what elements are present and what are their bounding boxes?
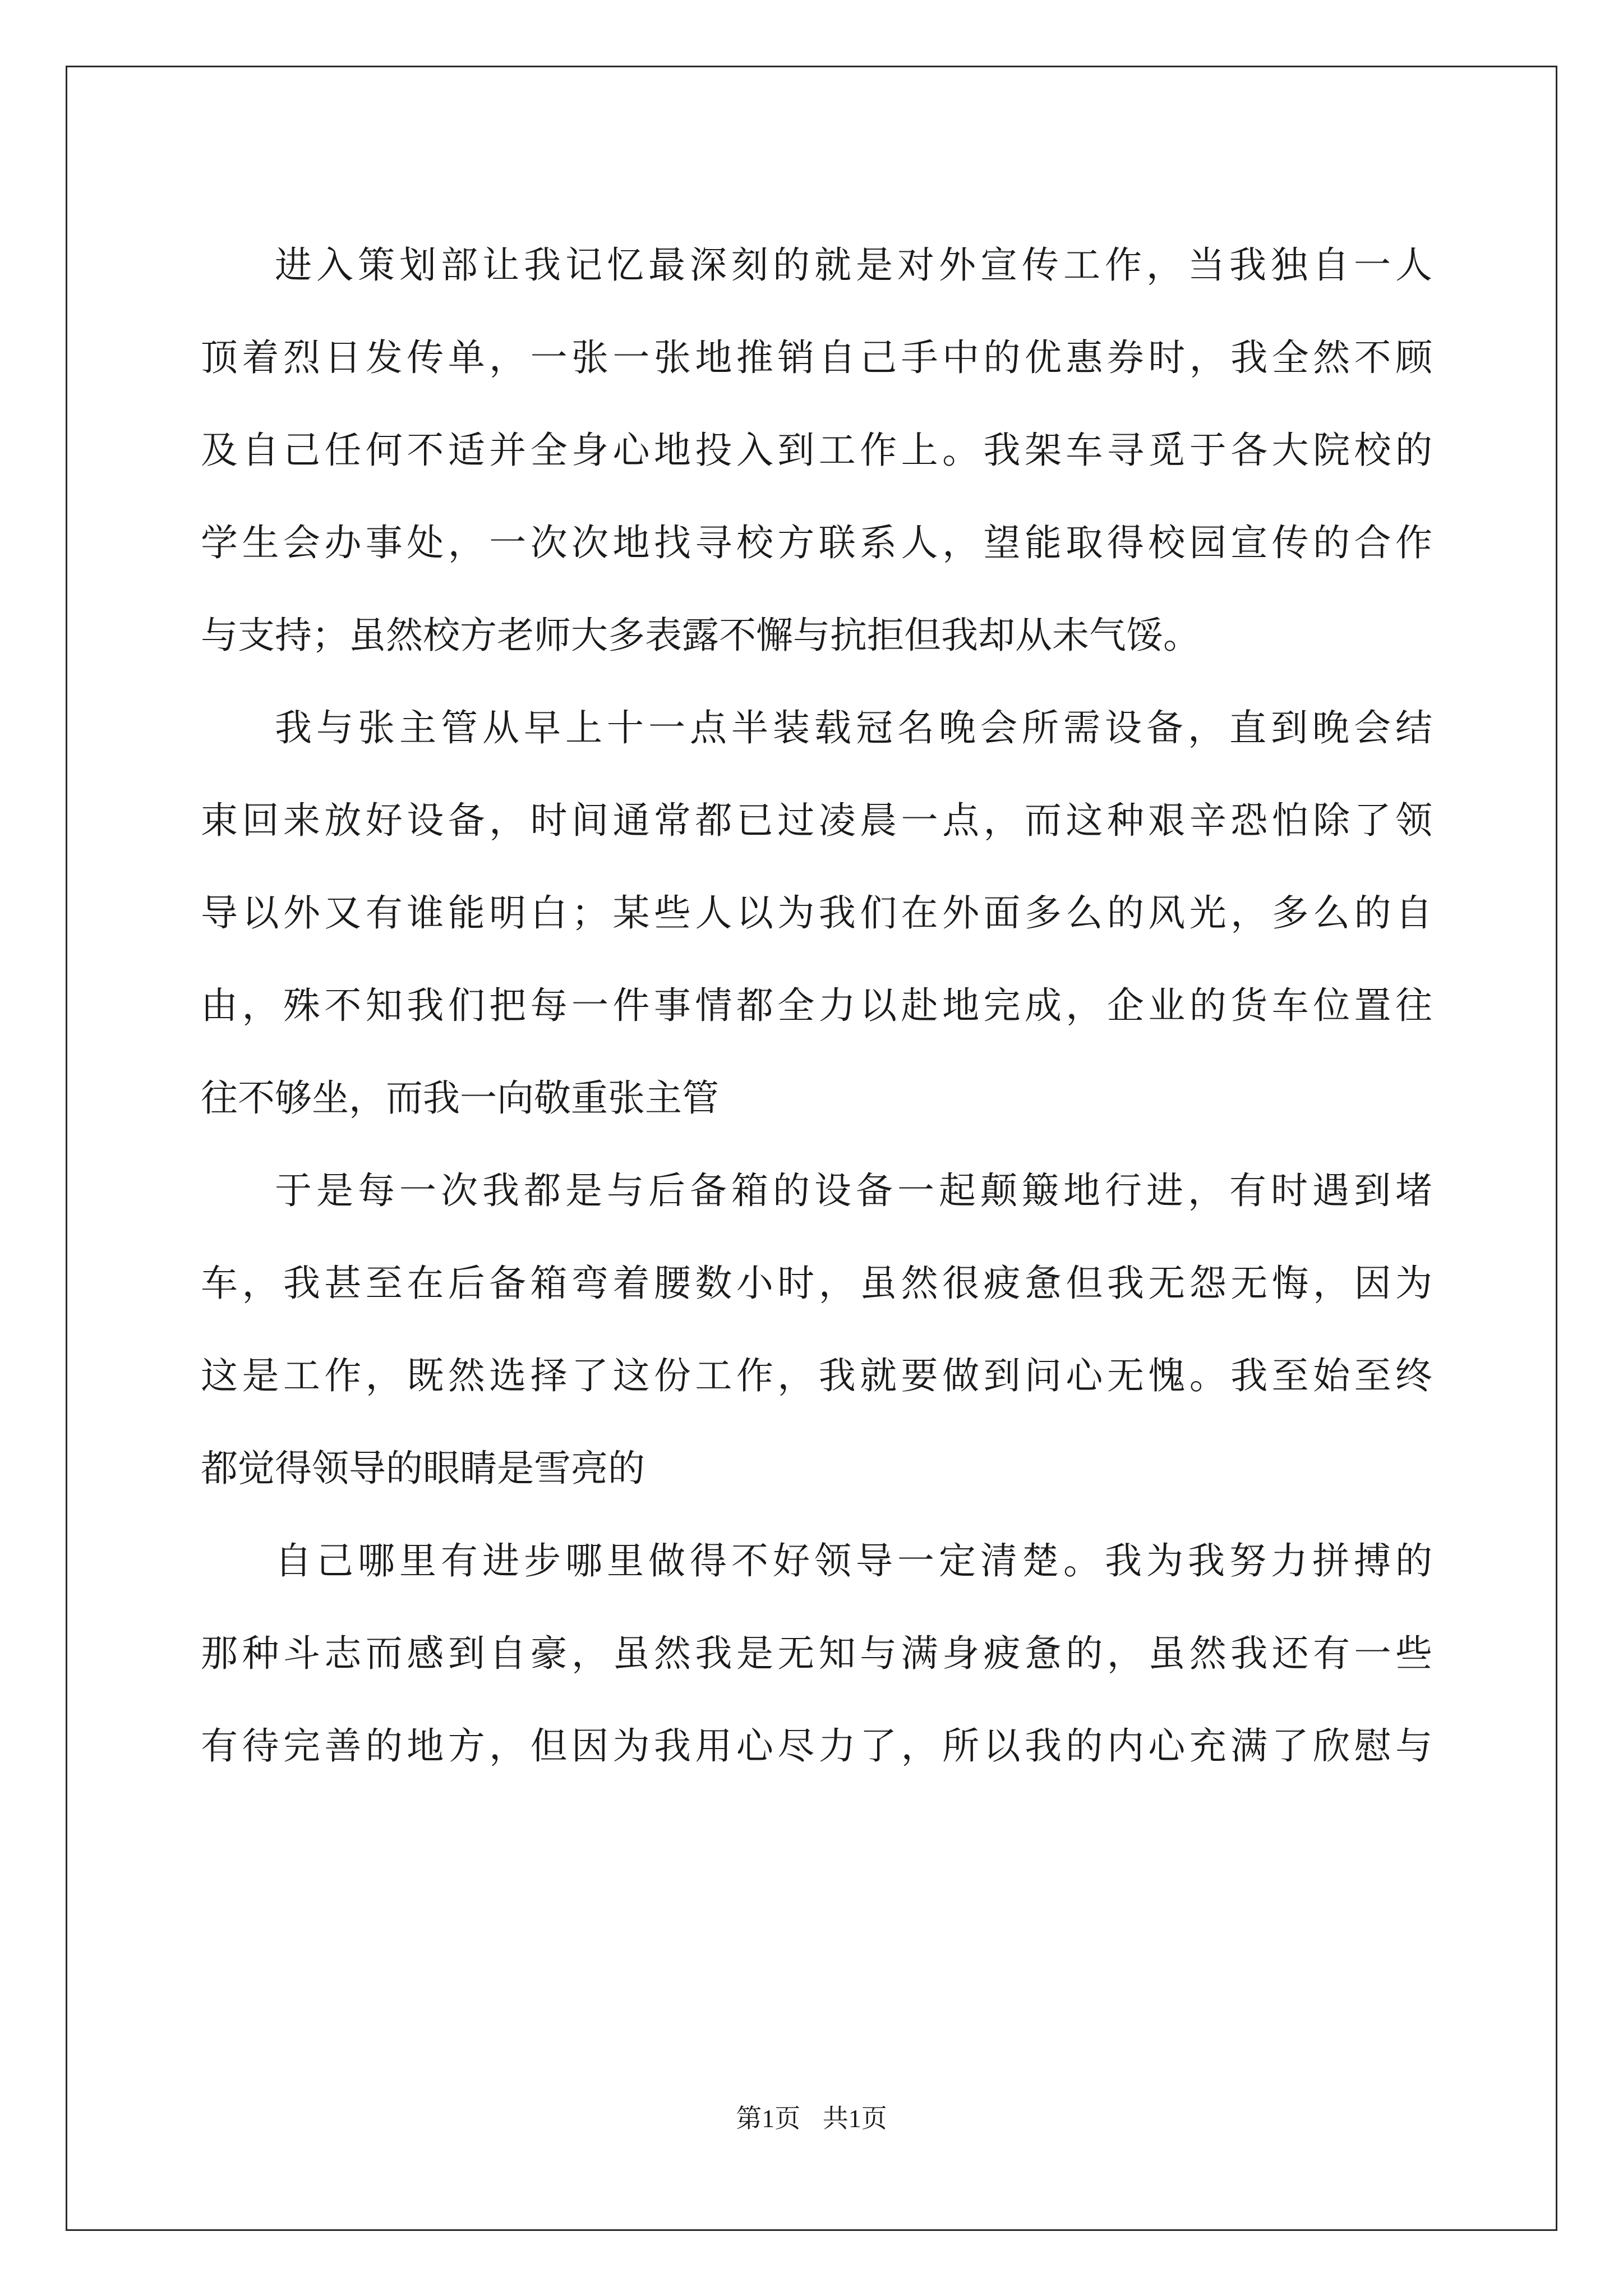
paragraph-2-line-5: 往不够坐，而我一向敬重张主管 (201, 1076, 719, 1120)
paragraph-1-line-4: 学生会办事处，一次次地找寻校方联系人，望能取得校园宣传的合作 (201, 521, 1432, 564)
paragraph-1-line-3: 及自己任何不适并全身心地投入到工作上。我架车寻觅于各大院校的 (201, 429, 1432, 472)
paragraph-2-line-2: 束回来放好设备，时间通常都已过凌晨一点，而这种艰辛恐怕除了领 (201, 799, 1432, 842)
paragraph-4-line-2: 那种斗志而感到自豪，虽然我是无知与满身疲惫的，虽然我还有一些 (201, 1632, 1432, 1675)
paragraph-3-line-3: 这是工作，既然选择了这份工作，我就要做到问心无愧。我至始至终 (201, 1354, 1432, 1397)
paragraph-2-line-3: 导以外又有谁能明白；某些人以为我们在外面多么的风光，多么的自 (201, 891, 1432, 935)
paragraph-2-line-1: 我与张主管从早上十一点半装载冠名晚会所需设备，直到晚会结 (275, 706, 1432, 749)
paragraph-4-line-3: 有待完善的地方，但因为我用心尽力了，所以我的内心充满了欣慰与 (201, 1724, 1432, 1768)
page-number-current: 第1页 (736, 2104, 801, 2133)
page-number-total: 共1页 (822, 2104, 887, 2133)
paragraph-1-line-1: 进入策划部让我记忆最深刻的就是对外宣传工作，当我独自一人 (275, 243, 1432, 287)
page-footer (0, 2098, 1623, 2135)
document-body (201, 219, 1432, 1792)
paragraph-3-line-4: 都觉得领导的眼睛是雪亮的 (201, 1447, 645, 1490)
paragraph-1-line-5: 与支持；虽然校方老师大多表露不懈与抗拒但我却从未气馁。 (201, 614, 1200, 657)
paragraph-4-line-1: 自己哪里有进步哪里做得不好领导一定清楚。我为我努力拼搏的 (275, 1539, 1432, 1582)
paragraph-3-line-2: 车，我甚至在后备箱弯着腰数小时，虽然很疲惫但我无怨无悔，因为 (201, 1262, 1432, 1305)
paragraph-2-line-4: 由，殊不知我们把每一件事情都全力以赴地完成，企业的货车位置往 (201, 984, 1432, 1027)
paragraph-3-line-1: 于是每一次我都是与后备箱的设备一起颠簸地行进，有时遇到堵 (275, 1169, 1432, 1212)
paragraph-1-line-2: 顶着烈日发传单，一张一张地推销自己手中的优惠券时，我全然不顾 (201, 336, 1432, 379)
